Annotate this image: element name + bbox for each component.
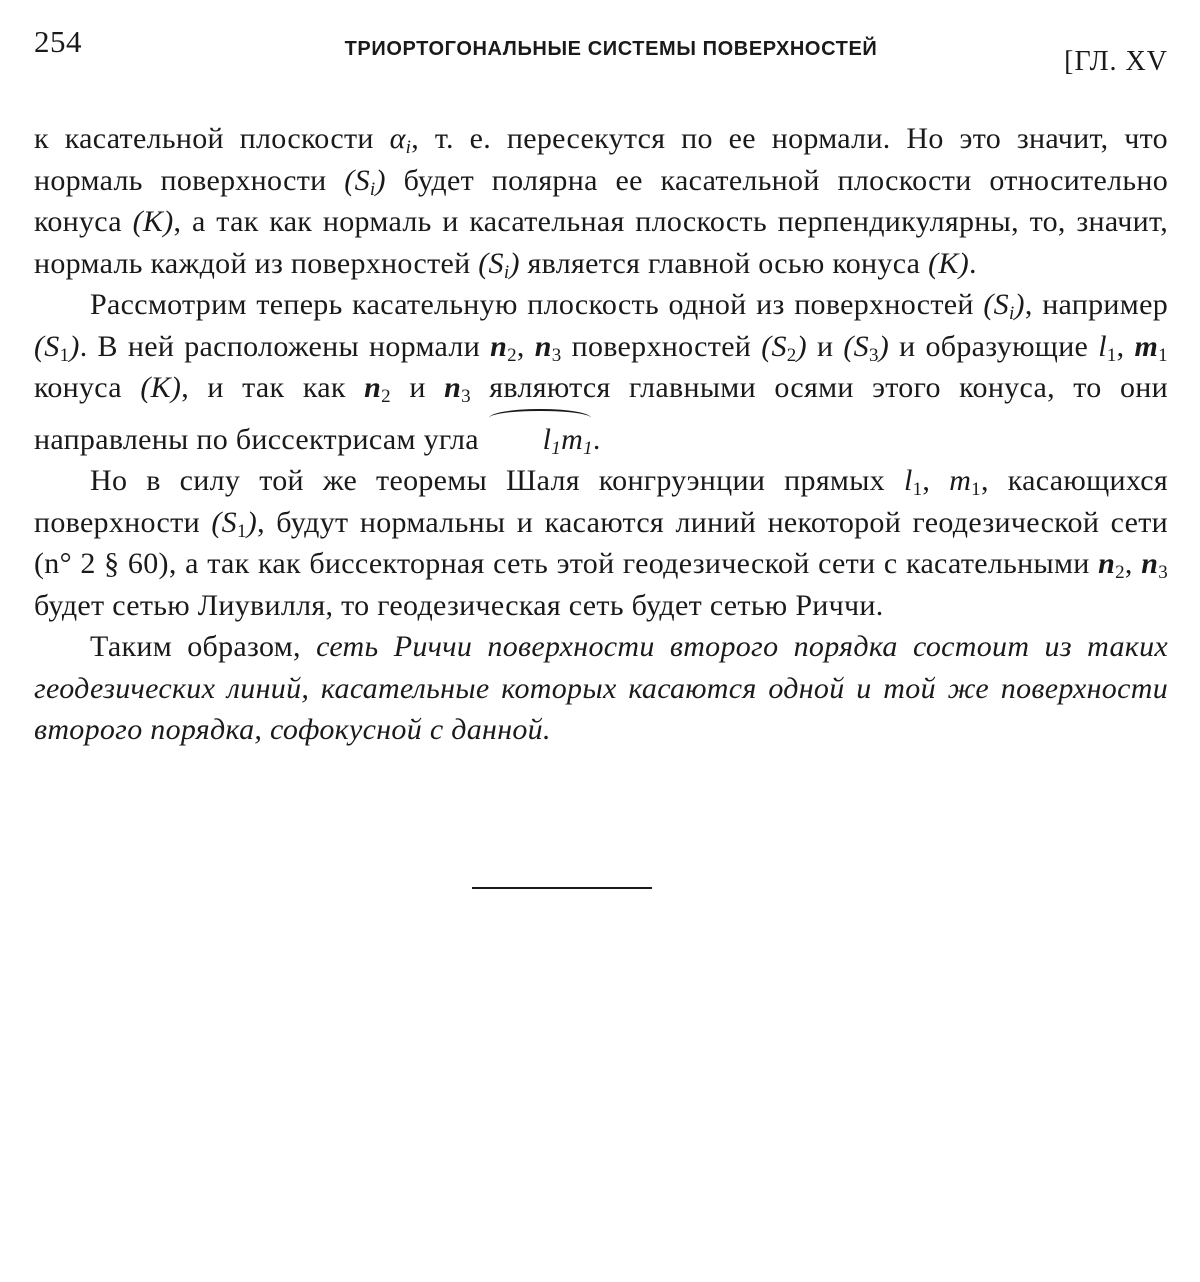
paragraph-1 xyxy=(34,118,1168,284)
angle-arc xyxy=(487,409,593,461)
math-symbol: (S xyxy=(34,329,60,363)
text: , xyxy=(1124,547,1142,580)
text: будет сетью Лиувилля, то геодезическая сеть будет сетью Риччи. xyxy=(34,588,884,622)
math-symbol: l xyxy=(903,464,913,497)
math-subscript: i xyxy=(405,137,412,158)
text: и xyxy=(390,371,445,404)
chapter-reference: [ГЛ. XV xyxy=(1064,46,1168,77)
math-symbol: ) xyxy=(878,329,890,363)
math-symbol: (S xyxy=(478,246,504,280)
math-subscript: 1 xyxy=(236,520,247,542)
math-symbol: l xyxy=(1098,329,1107,363)
vector-symbol: n xyxy=(444,371,462,404)
math-symbol: (S xyxy=(344,163,370,197)
angle-subscript: 1 xyxy=(551,437,562,459)
text: , xyxy=(922,464,950,497)
math-symbol: m xyxy=(949,464,972,497)
italic-statement: сеть Риччи поверхности второго порядка состоит из таких геодезических линий, касательные которых касаются одной и той же поверхности второго порядка, софокусной с данной. xyxy=(34,630,1168,746)
math-symbol: (S xyxy=(983,288,1009,321)
text: . xyxy=(969,246,977,280)
math-symbol: (K) xyxy=(928,246,969,280)
math-symbol: (S xyxy=(843,329,869,363)
math-symbol: ) xyxy=(375,163,386,197)
vector-symbol: n xyxy=(490,329,508,363)
text: и xyxy=(806,329,844,363)
text: . В ней расположены нормали xyxy=(79,329,491,363)
running-title: ТРИОРТОГОНАЛЬНЫЕ СИСТЕМЫ ПОВЕРХНОСТЕЙ xyxy=(344,38,878,60)
math-subscript: 1 xyxy=(971,479,981,500)
math-subscript: i xyxy=(503,261,510,283)
math-subscript: 1 xyxy=(59,344,70,366)
text: , например xyxy=(1024,288,1168,321)
math-subscript: 3 xyxy=(868,344,879,366)
vector-symbol: n xyxy=(534,329,552,363)
math-symbol: ) xyxy=(509,246,520,280)
text: и образующие xyxy=(889,329,1099,363)
math-symbol: α xyxy=(389,122,406,155)
text: поверхностей xyxy=(561,329,762,363)
text: является главной осью конуса xyxy=(519,246,929,280)
math-symbol: (K) xyxy=(132,205,174,238)
angle-symbol: l xyxy=(542,422,552,456)
paragraph-4 xyxy=(34,626,1168,751)
text: конуса xyxy=(34,371,141,404)
vector-subscript: 2 xyxy=(381,386,391,407)
vector-subscript: 1 xyxy=(1158,344,1168,366)
body-text xyxy=(34,118,1168,751)
vector-subscript: 2 xyxy=(1115,562,1125,583)
text: , касающихся поверхности xyxy=(34,464,1168,539)
book-page xyxy=(34,22,1168,751)
text: , т. е. пересекутся по ее нормали. Но это значит, что нормаль поверхности xyxy=(34,122,1168,197)
text: к касательной плоскости xyxy=(34,122,390,155)
math-symbol: ) xyxy=(69,329,80,363)
angle-symbol: m xyxy=(561,422,584,456)
vector-symbol: n xyxy=(364,371,382,404)
math-symbol: (K) xyxy=(140,371,182,404)
math-symbol: (S xyxy=(211,505,237,539)
text: , xyxy=(516,329,535,363)
math-symbol: ) xyxy=(796,329,807,363)
text: Рассмотрим теперь касательную плоскость одной из поверхностей xyxy=(90,288,984,321)
vector-subscript: 3 xyxy=(461,386,471,407)
vector-subscript: 3 xyxy=(1158,562,1169,583)
math-symbol: ) xyxy=(246,505,258,539)
text: , xyxy=(1116,329,1135,363)
paragraph-3 xyxy=(34,460,1168,626)
math-symbol: ) xyxy=(1014,288,1025,321)
math-subscript: 2 xyxy=(786,344,797,366)
vector-subscript: 3 xyxy=(551,344,562,366)
text: Но в силу той же теоремы Шаля конгруэнции прямых xyxy=(90,464,904,497)
text: , и так как xyxy=(181,371,365,404)
end-rule xyxy=(472,887,652,889)
vector-symbol: n xyxy=(1098,547,1116,580)
math-subscript: 1 xyxy=(912,479,923,500)
vector-symbol: m xyxy=(1134,329,1159,363)
text: , а так как нормаль и касательная плоскость перпендикулярны, то, значит, нормаль каждой из поверхностей xyxy=(34,205,1168,280)
page-header xyxy=(34,22,1168,77)
text: . xyxy=(592,422,601,456)
text: , будут нормальны и касаются линий некоторой геодезической сети (n° 2 § 60), а так как биссекторная сеть этой геодезической сети с касательными xyxy=(34,505,1168,580)
math-subscript: i xyxy=(369,178,376,200)
math-subscript: i xyxy=(1008,303,1015,324)
text: будет полярна ее касательной плоскости относительно конуса xyxy=(34,163,1168,238)
text: являются главными осями этого конуса, то они направлены по биссектрисам угла xyxy=(34,371,1168,456)
text: Таким образом, xyxy=(90,630,317,663)
math-symbol: (S xyxy=(761,329,787,363)
page-number: 254 xyxy=(34,24,82,59)
vector-symbol: n xyxy=(1141,547,1159,580)
math-subscript: 1 xyxy=(1106,344,1117,366)
vector-subscript: 2 xyxy=(507,344,517,366)
paragraph-2 xyxy=(34,284,1168,460)
angle-subscript: 1 xyxy=(583,437,593,459)
